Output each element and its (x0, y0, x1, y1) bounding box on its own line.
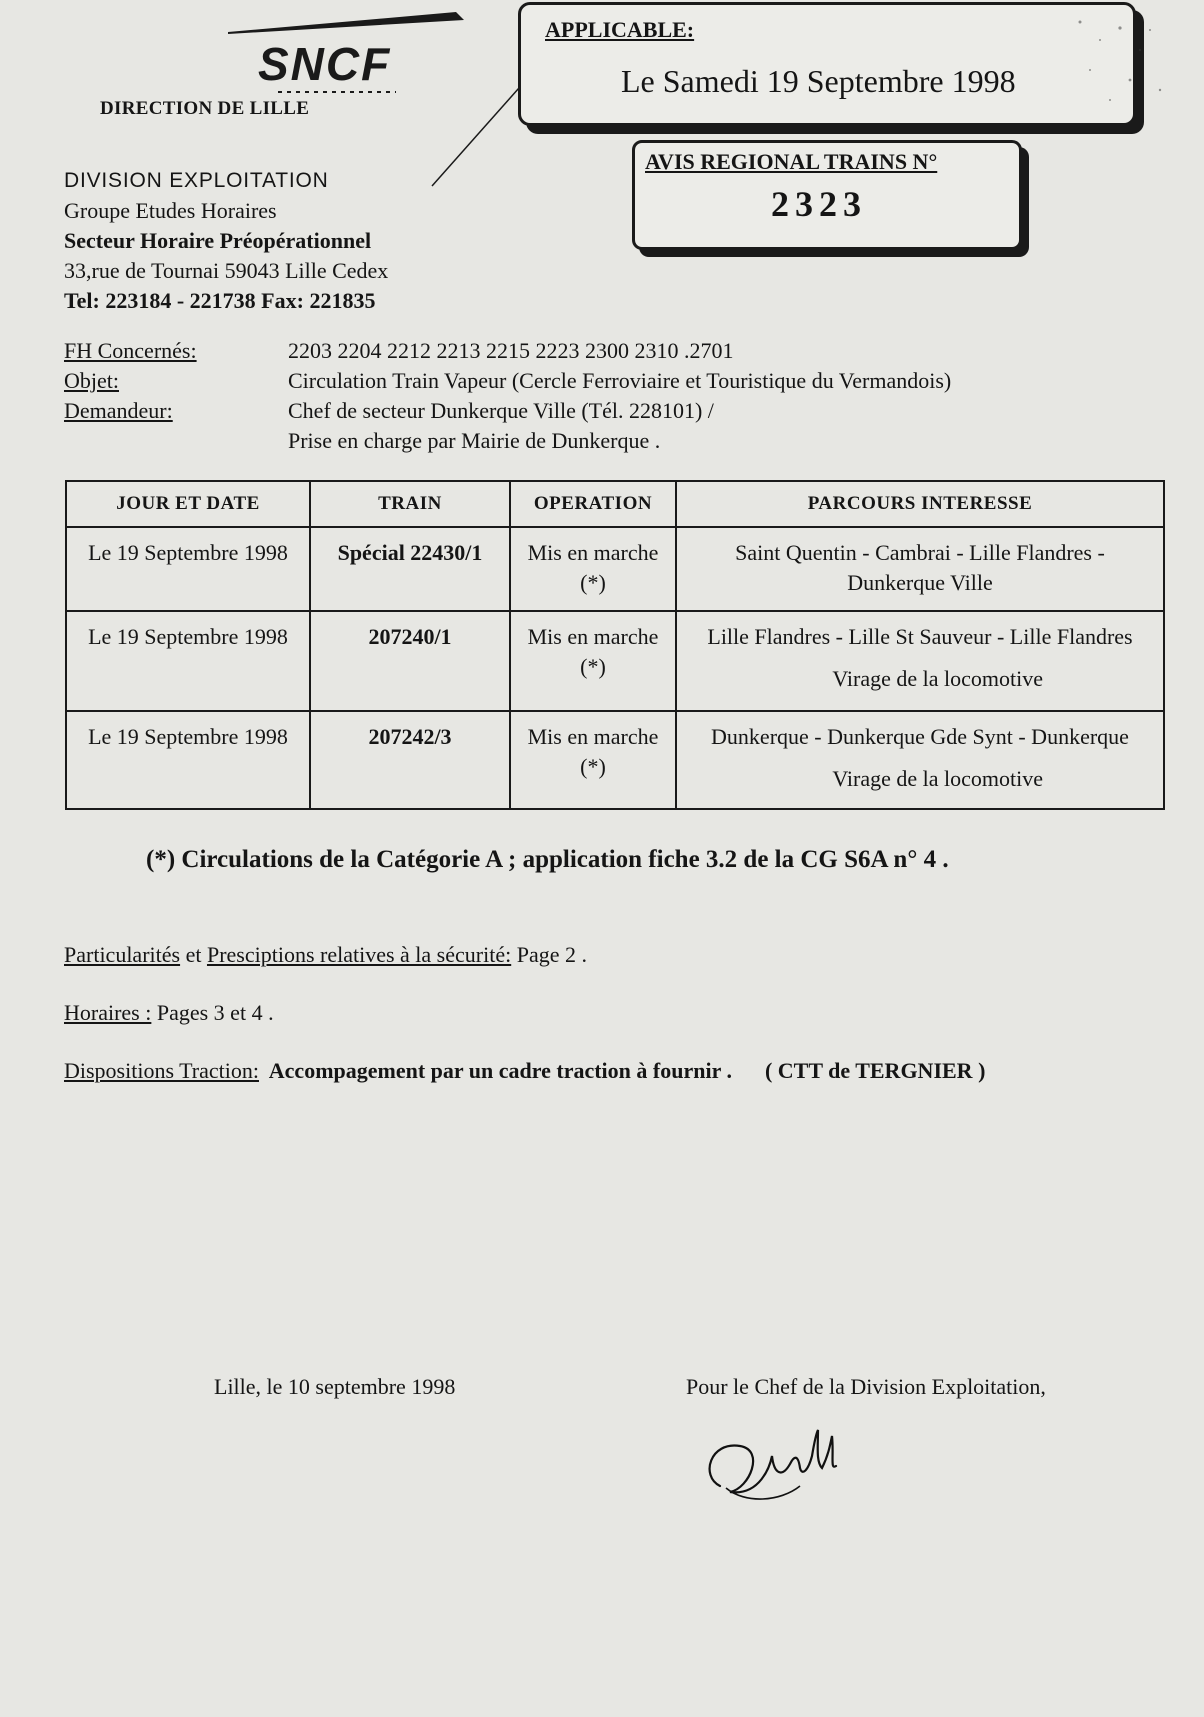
cell-operation (510, 611, 676, 711)
info-value: Chef de secteur Dunkerque Ville (Tél. 228101) / (288, 398, 714, 423)
info-row-demandeur (64, 396, 951, 426)
sncf-logo-text: SNCF (258, 38, 392, 90)
cell-train: 207240/1 (310, 611, 510, 711)
operation-mark: (*) (580, 754, 606, 779)
prescriptions-label: Presciptions relatives à la sécurité: (206, 942, 512, 967)
horaires-value: Pages 3 et 4 . (151, 1000, 274, 1025)
cell-route (676, 527, 1164, 611)
particularites-label: Particularités (64, 942, 181, 967)
direction-label: DIRECTION DE LILLE (100, 98, 310, 119)
avis-number: 2323 (771, 184, 867, 224)
cell-date: Le 19 Septembre 1998 (66, 527, 310, 611)
col-header-operation: OPERATION (510, 481, 676, 527)
applicable-date: Le Samedi 19 Septembre 1998 (621, 63, 1016, 99)
sender-phones: Tel: 223184 - 221738 Fax: 221835 (64, 288, 376, 313)
signature-graphic (690, 1416, 930, 1526)
info-row-objet (64, 366, 951, 396)
table-row (66, 611, 1164, 711)
particularites-value: Page 2 . (511, 942, 587, 967)
train-table (65, 480, 1165, 810)
category-note: (*) Circulations de la Catégorie A ; application fiche 3.2 de la CG S6A n° 4 . (146, 846, 949, 873)
traction-label: Dispositions Traction: (64, 1058, 259, 1083)
cell-train: 207242/3 (310, 711, 510, 809)
scan-speckles (1060, 10, 1180, 120)
info-row-demandeur-cont (64, 426, 951, 456)
cell-route (676, 711, 1164, 809)
traction-value: Accompagement par un cadre traction à fournir . ( CTT de TERGNIER ) (258, 1058, 986, 1083)
sender-block (64, 166, 388, 316)
info-key (64, 426, 288, 456)
cell-operation (510, 527, 676, 611)
operation-text: Mis en marche (527, 540, 659, 565)
cell-date: Le 19 Septembre 1998 (66, 611, 310, 711)
info-block (64, 336, 951, 456)
operation-text: Mis en marche (527, 724, 659, 749)
info-key: Objet: (64, 368, 119, 393)
cell-train: Spécial 22430/1 (310, 527, 510, 611)
info-value: Circulation Train Vapeur (Cercle Ferroviaire et Touristique du Vermandois) (288, 368, 952, 393)
table-header-row (66, 481, 1164, 527)
signatory-line: Pour le Chef de la Division Exploitation, (686, 1374, 1046, 1399)
avis-label: AVIS REGIONAL TRAINS N° (645, 149, 938, 174)
operation-mark: (*) (580, 570, 606, 595)
info-row-fh (64, 336, 951, 366)
route-line: Dunkerque - Dunkerque Gde Synt - Dunkerque (711, 724, 1129, 749)
col-header-date: JOUR ET DATE (66, 481, 310, 527)
traction-line (64, 1058, 985, 1084)
info-key: Demandeur: (64, 398, 173, 423)
applicable-box (518, 2, 1136, 126)
sender-sector: Secteur Horaire Préopérationnel (64, 228, 372, 253)
table-row (66, 711, 1164, 809)
table-row (66, 527, 1164, 611)
place-date: Lille, le 10 septembre 1998 (214, 1374, 456, 1399)
horaires-line (64, 1000, 274, 1026)
sender-address: 33,rue de Tournai 59043 Lille Cedex (64, 258, 389, 283)
avis-box (632, 140, 1022, 250)
particularites-line (64, 942, 587, 968)
route-line: Dunkerque Ville (847, 570, 993, 595)
route-line: Lille Flandres - Lille St Sauveur - Lille Flandres (707, 624, 1133, 649)
cell-operation (510, 711, 676, 809)
info-key: FH Concernés: (64, 338, 197, 363)
route-line: Saint Quentin - Cambrai - Lille Flandres - (735, 540, 1105, 565)
info-value: Prise en charge par Mairie de Dunkerque . (288, 428, 661, 453)
applicable-label: APPLICABLE: (545, 17, 695, 42)
operation-text: Mis en marche (527, 624, 659, 649)
route-note: Virage de la locomotive (832, 766, 1043, 791)
signature (690, 1416, 930, 1526)
cell-date: Le 19 Septembre 1998 (66, 711, 310, 809)
col-header-train: TRAIN (310, 481, 510, 527)
sender-group: Groupe Etudes Horaires (64, 198, 277, 223)
route-note: Virage de la locomotive (832, 666, 1043, 691)
operation-mark: (*) (580, 654, 606, 679)
cell-route (676, 611, 1164, 711)
info-value: 2203 2204 2212 2213 2215 2223 2300 2310 .2701 (288, 338, 734, 363)
horaires-label: Horaires : (64, 1000, 152, 1025)
col-header-route: PARCOURS INTERESSE (676, 481, 1164, 527)
particularites-conj: et (180, 942, 207, 967)
sender-division: DIVISION EXPLOITATION (64, 169, 329, 192)
